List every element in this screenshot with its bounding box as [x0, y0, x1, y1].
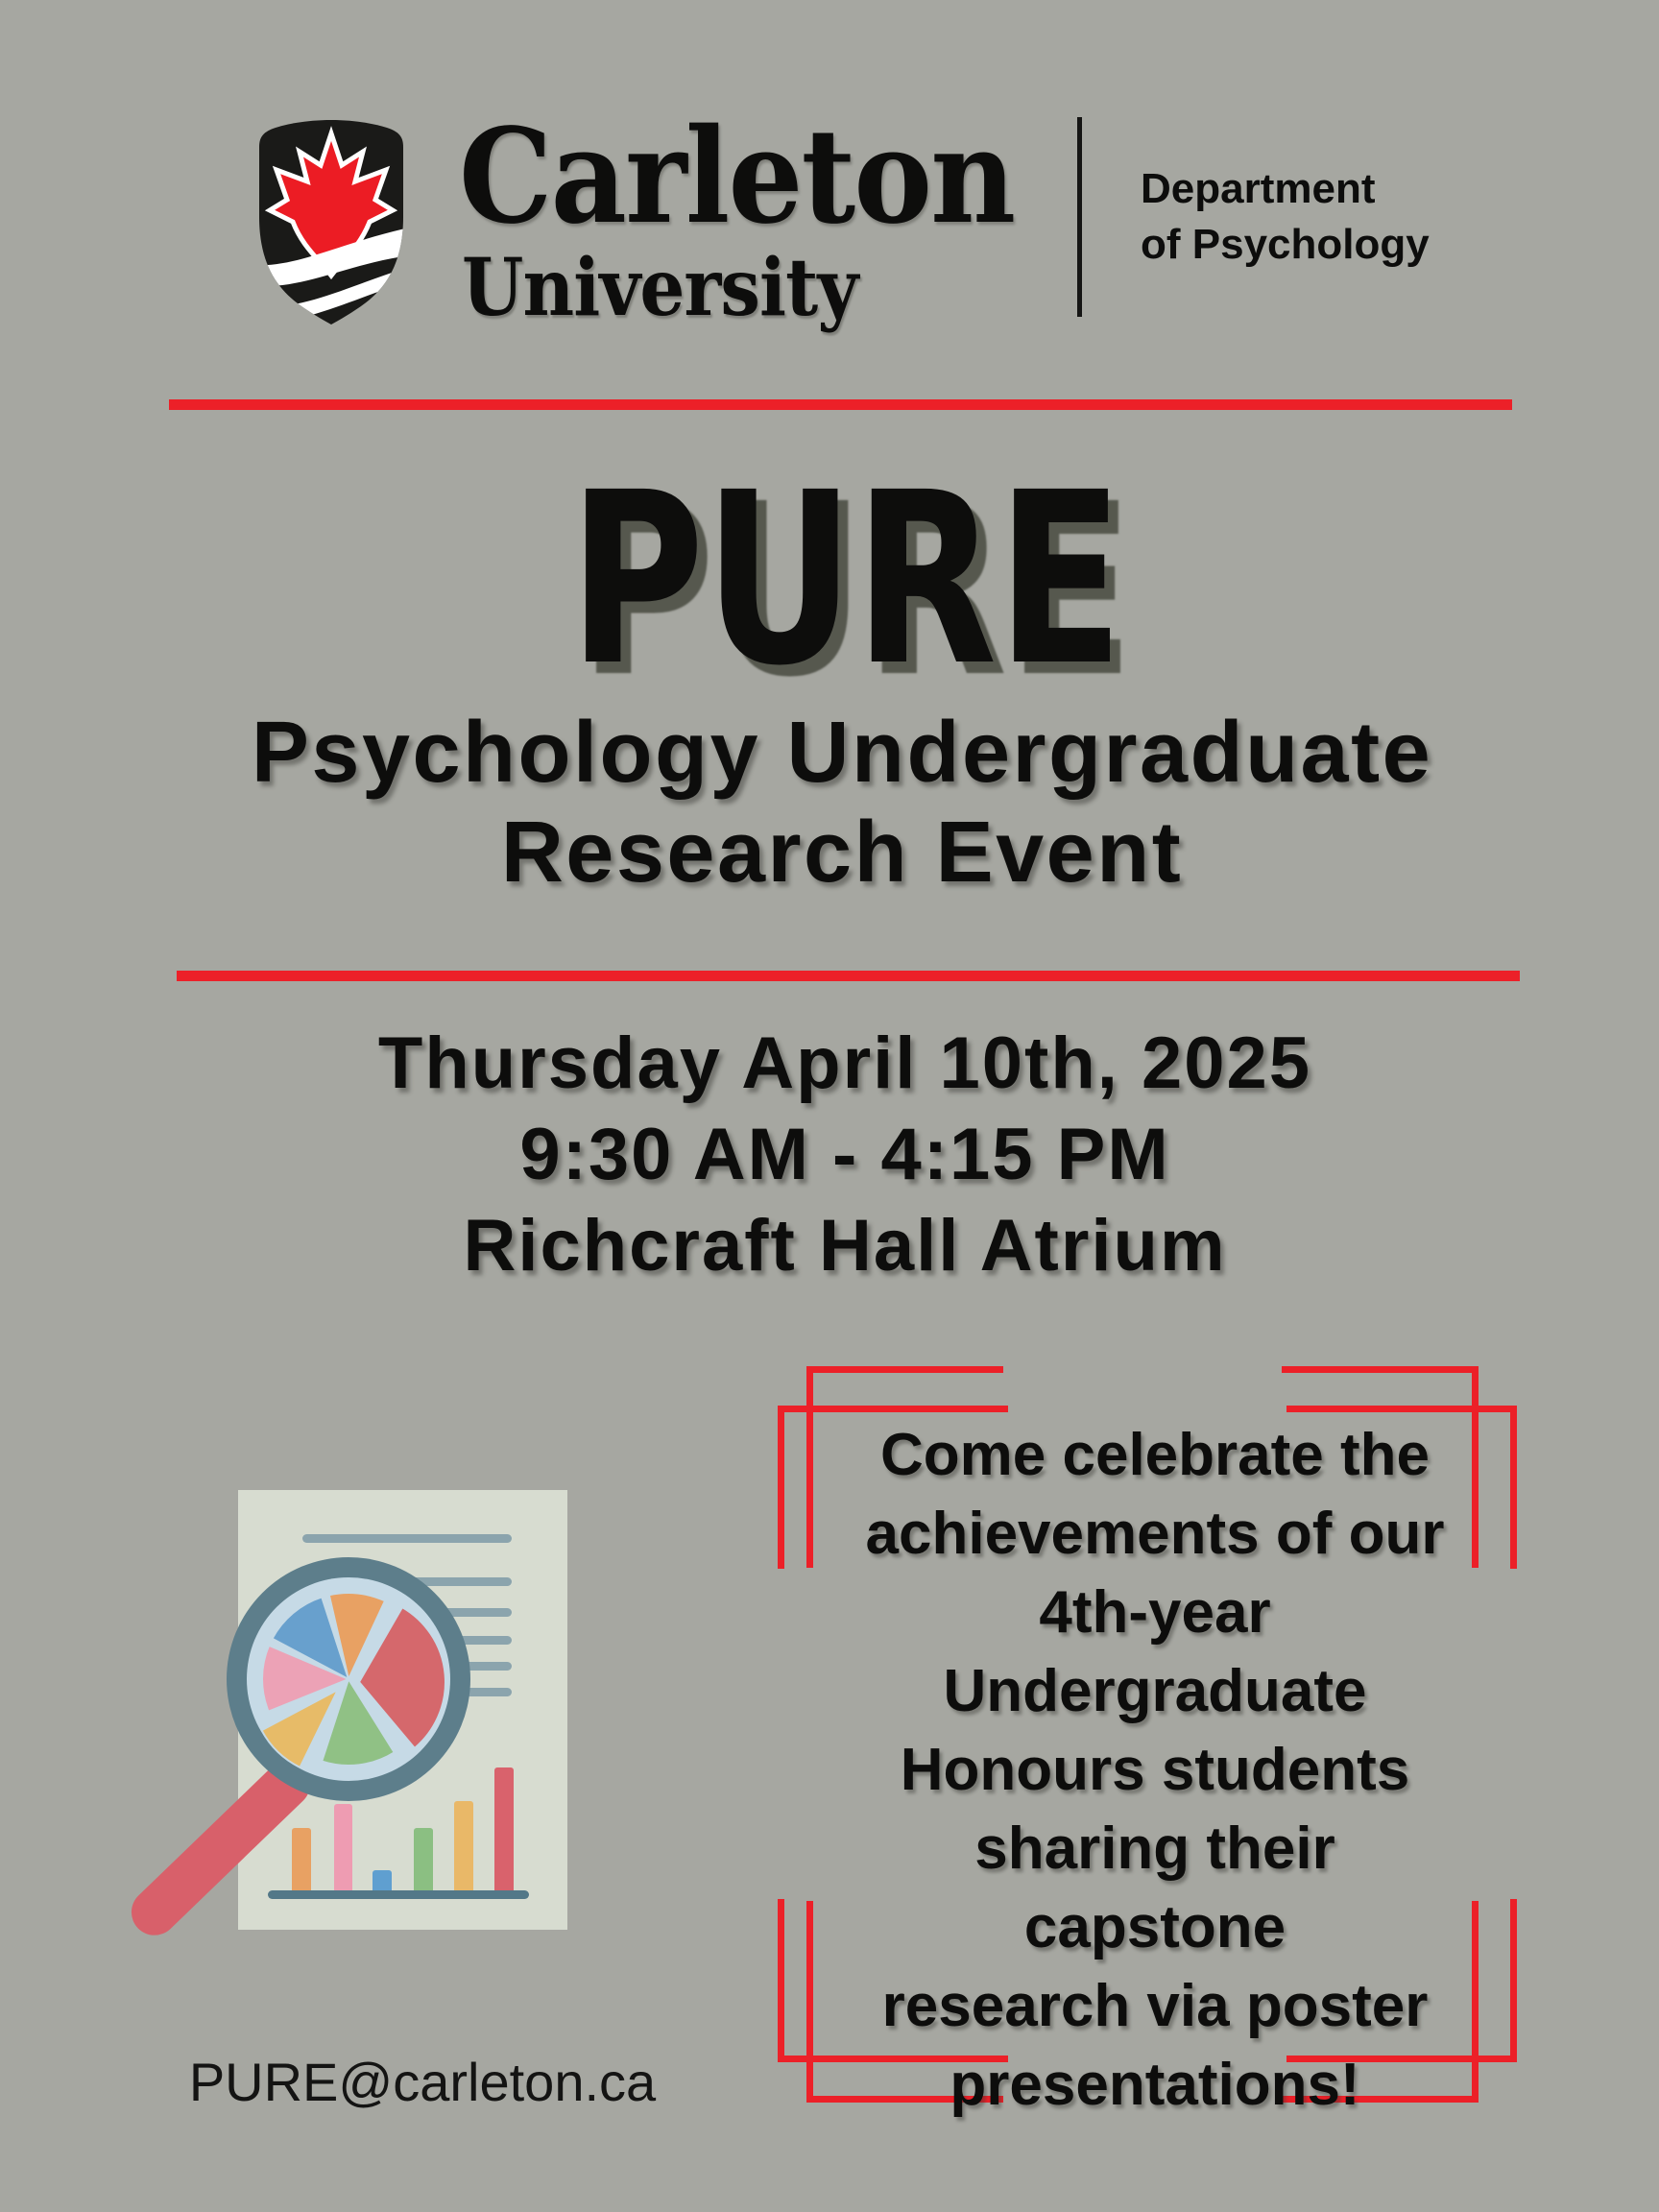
bar-chart-bar-red	[494, 1767, 514, 1890]
bar-chart-bar-green	[414, 1828, 433, 1890]
document-text-line	[302, 1534, 512, 1543]
contact-email: PURE@carleton.ca	[188, 2052, 657, 2112]
department-line2: of Psychology	[1141, 221, 1430, 268]
bar-chart-bar-yellow	[454, 1801, 473, 1890]
pie-chart-icon	[252, 1583, 445, 1775]
wordmark-university: University	[462, 242, 858, 334]
description-line: research via poster	[881, 1973, 1429, 2039]
event-date: Thursday April 10th, 2025	[377, 1022, 1312, 1104]
bar-chart-bar-pink	[334, 1804, 352, 1890]
magnifier-data-analysis-illustration	[96, 1421, 634, 1959]
event-acronym-title: PURE	[568, 443, 1123, 718]
subtitle-line2: Research Event	[500, 805, 1184, 901]
red-rule-top	[169, 399, 1512, 410]
subtitle-line1: Psychology Undergraduate	[251, 705, 1433, 801]
logo-divider	[1077, 117, 1082, 317]
description-line: Undergraduate	[943, 1658, 1367, 1724]
event-details	[15, 1018, 1659, 1291]
department-name	[1141, 161, 1430, 273]
red-rule-middle	[177, 971, 1520, 981]
description-line: 4th-year	[1039, 1579, 1271, 1646]
department-line1: Department	[1141, 165, 1376, 212]
description-line: presentations!	[950, 2052, 1360, 2118]
wordmark-carleton: Carleton	[459, 100, 1015, 253]
description-line: Honours students	[900, 1737, 1410, 1803]
event-description	[848, 1416, 1462, 2125]
bar-chart-bar-orange	[292, 1828, 311, 1890]
event-location: Richcraft Hall Atrium	[463, 1205, 1227, 1286]
event-time: 9:30 AM - 4:15 PM	[519, 1114, 1170, 1195]
event-subtitle	[12, 703, 1659, 902]
bar-chart-bar-blue	[373, 1870, 392, 1890]
description-line: Come celebrate the	[880, 1422, 1430, 1488]
description-line: sharing their capstone	[974, 1815, 1335, 1960]
carleton-shield-logo	[245, 118, 419, 327]
description-line: achievements of our	[865, 1501, 1445, 1567]
bar-chart-axis	[268, 1890, 529, 1899]
